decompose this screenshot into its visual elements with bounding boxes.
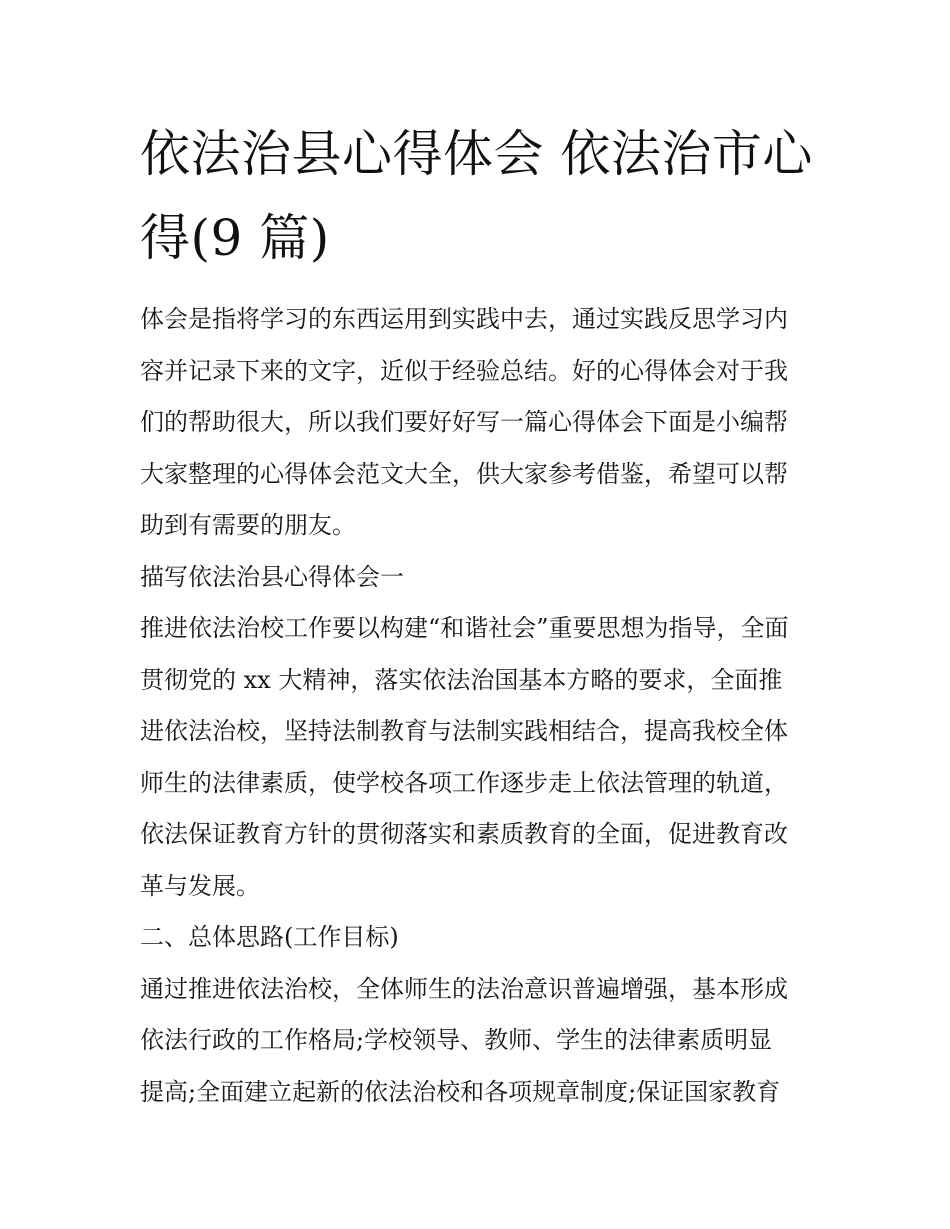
title-line: 得(9 篇) (140, 209, 330, 267)
text-line: 依法行政的工作格局;学校领导、教师、学生的法律素质明显 (140, 1026, 773, 1054)
document-content (140, 112, 815, 1118)
text-line: 依法保证教育方针的贯彻落实和素质教育的全面，促进教育改 (140, 820, 788, 848)
text-line: 师生的法律素质，使学校各项工作逐步走上依法管理的轨道， (140, 768, 788, 797)
page-title (140, 112, 815, 280)
section-heading (140, 912, 815, 964)
text-line: 容并记录下来的文字，近似于经验总结。好的心得体会对于我 (140, 356, 788, 385)
text-line: 二、总体思路(工作目标) (140, 923, 399, 951)
text-line: 体会是指将学习的东西运用到实践中去，通过实践反思学习内 (140, 305, 788, 333)
text-line: 进依法治校，坚持法制教育与法制实践相结合，提高我校全体 (140, 717, 788, 745)
text-line: 大家整理的心得体会范文大全，供大家参考借鉴，希望可以帮 (140, 459, 788, 488)
body-paragraph (140, 603, 815, 912)
document-body (140, 294, 815, 1118)
text-line: 推进依法治校工作要以构建“和谐社会”重要思想为指导，全面 (140, 614, 789, 642)
body-paragraph (140, 964, 815, 1119)
text-line: 们的帮助很大，所以我们要好好写一篇心得体会下面是小编帮 (140, 408, 788, 436)
title-line: 依法治县心得体会 依法治市心 (140, 125, 813, 183)
text-line: 贯彻党的 xx 大精神，落实依法治国基本方略的要求，全面推 (140, 665, 783, 694)
text-line: 革与发展。 (140, 871, 260, 900)
text-line: 通过推进依法治校，全体师生的法治意识普遍增强，基本形成 (140, 974, 788, 1003)
text-line: 描写依法治县心得体会一 (140, 562, 404, 591)
intro-paragraph (140, 294, 815, 552)
text-line: 助到有需要的朋友。 (140, 511, 356, 539)
section-heading (140, 552, 815, 604)
text-line: 提高;全面建立起新的依法治校和各项规章制度;保证国家教育 (140, 1077, 781, 1106)
